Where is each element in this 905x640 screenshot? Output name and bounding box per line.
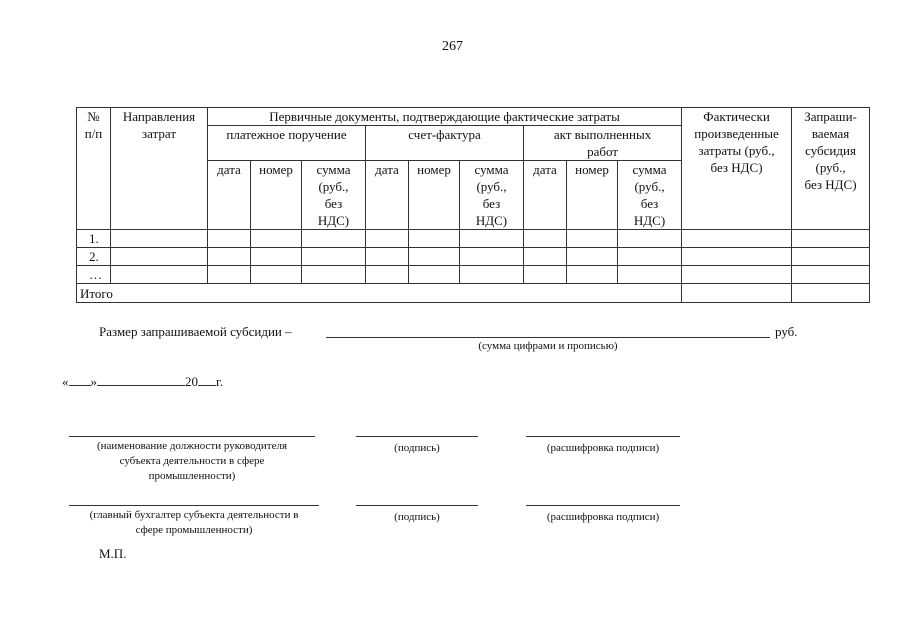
header-sum: сумма (руб., без НДС) bbox=[460, 161, 524, 230]
header-date: дата bbox=[366, 161, 409, 230]
cost-table bbox=[76, 107, 870, 303]
accountant-signature-line[interactable] bbox=[356, 505, 478, 506]
row-number: … bbox=[77, 266, 111, 284]
header-sum: сумма (руб., без НДС) bbox=[618, 161, 682, 230]
head-decoding-caption: (расшифровка подписи) bbox=[546, 442, 660, 454]
row-number: 2. bbox=[77, 248, 111, 266]
header-number-doc: номер bbox=[409, 161, 460, 230]
accountant-decoding-line[interactable] bbox=[526, 505, 680, 506]
accountant-position-line[interactable] bbox=[69, 505, 319, 506]
header-sum: сумма (руб., без НДС) bbox=[302, 161, 366, 230]
header-invoice: счет-фактура bbox=[366, 126, 524, 161]
header-requested-subsidy: Запраши- ваемая субсидия (руб., без НДС) bbox=[792, 108, 870, 230]
year-blank[interactable] bbox=[198, 374, 216, 386]
open-quote: « bbox=[62, 374, 69, 389]
head-position-line[interactable] bbox=[69, 436, 315, 437]
subsidy-label: Размер запрашиваемой субсидии – bbox=[99, 324, 292, 339]
accountant-position-caption: (главный бухгалтер субъекта деятельности в сфере промышленности) bbox=[89, 509, 299, 536]
total-row bbox=[77, 284, 870, 303]
row-number: 1. bbox=[77, 230, 111, 248]
header-number-doc: номер bbox=[567, 161, 618, 230]
header-date: дата bbox=[524, 161, 567, 230]
header-work-act: акт выполненных работ bbox=[524, 126, 682, 161]
header-date: дата bbox=[208, 161, 251, 230]
head-position-caption: (наименование должности руководителя субъекта деятельности в сфере промышленности) bbox=[96, 440, 288, 482]
close-quote: » bbox=[90, 374, 97, 389]
subsidy-hint: (сумма цифрами и прописью) bbox=[478, 340, 618, 352]
page-number: 267 bbox=[442, 39, 463, 54]
table-row bbox=[77, 266, 870, 284]
total-label: Итого bbox=[77, 284, 682, 303]
header-actual-costs: Фактически произведенные затраты (руб., без НДС) bbox=[682, 108, 792, 230]
accountant-decoding-caption: (расшифровка подписи) bbox=[546, 511, 660, 523]
year-suffix: г. bbox=[216, 374, 224, 389]
day-blank[interactable] bbox=[69, 374, 91, 386]
month-blank[interactable] bbox=[97, 374, 185, 386]
table-row bbox=[77, 248, 870, 266]
stamp-place: М.П. bbox=[99, 546, 127, 561]
header-payment-order: платежное поручение bbox=[208, 126, 366, 161]
subsidy-amount-blank[interactable] bbox=[326, 337, 770, 338]
header-direction: Направления затрат bbox=[111, 108, 208, 230]
date-line bbox=[62, 374, 223, 390]
head-decoding-line[interactable] bbox=[526, 436, 680, 437]
accountant-signature-caption: (подпись) bbox=[394, 511, 440, 523]
head-signature-line[interactable] bbox=[356, 436, 478, 437]
header-number-doc: номер bbox=[251, 161, 302, 230]
table-row bbox=[77, 230, 870, 248]
head-signature-caption: (подпись) bbox=[394, 442, 440, 454]
subsidy-currency: руб. bbox=[775, 324, 798, 339]
year-prefix: 20 bbox=[185, 374, 198, 389]
header-primary-docs: Первичные документы, подтверждающие фактические затраты bbox=[208, 108, 682, 126]
header-number: № п/п bbox=[77, 108, 111, 230]
